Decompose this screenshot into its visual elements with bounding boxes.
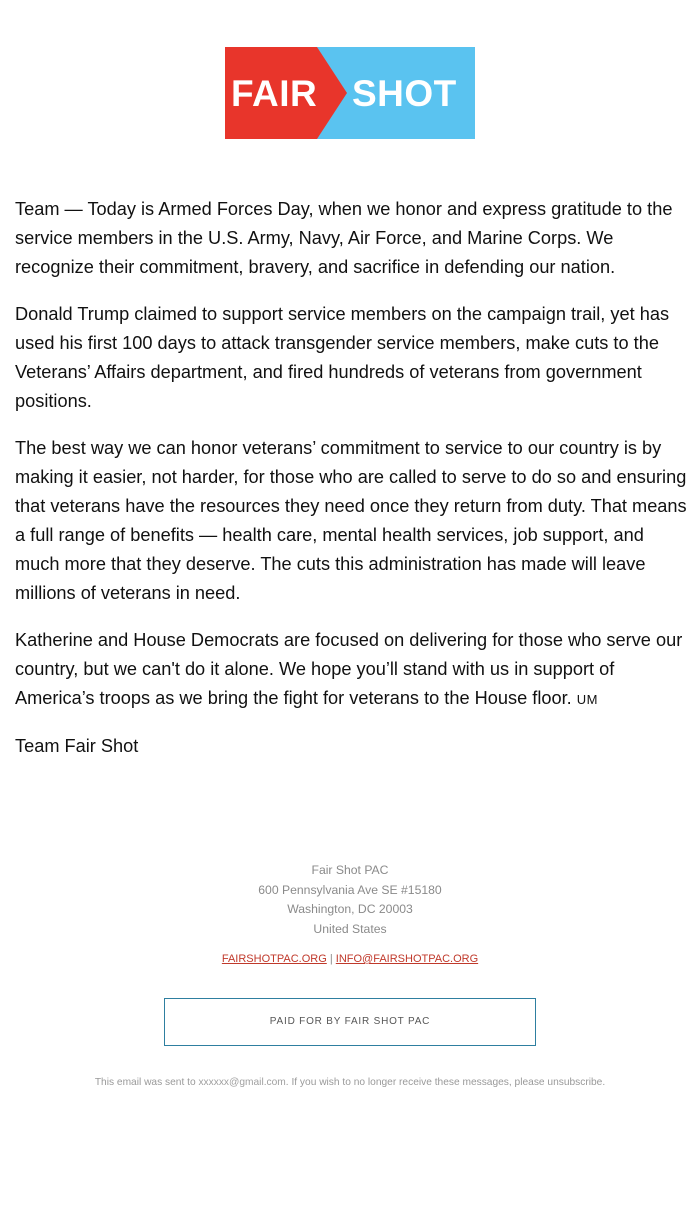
message-paragraph-4	[15, 626, 687, 714]
logo-shot-word: SHOT	[352, 73, 457, 114]
unsubscribe-suffix[interactable]: . If you wish to no longer receive these messages, please unsubscribe.	[285, 1077, 606, 1088]
website-link[interactable]: FAIRSHOTPAC.ORG	[221, 953, 327, 965]
address-country: United States	[313, 921, 387, 936]
unsubscribe-line	[0, 1075, 700, 1090]
ps-tag: UM	[576, 692, 598, 707]
email-link[interactable]: INFO@FAIRSHOTPAC.ORG	[335, 953, 479, 965]
footer-links	[0, 950, 700, 968]
message-paragraph-4-text: Katherine and House Democrats are focused on delivering for those who serve our country, but we can't do it alone. We hope you’ll stand with us in support of America’s troops as we bring the fight for veterans to the House floor.	[15, 630, 683, 708]
org-name: Fair Shot PAC	[311, 863, 389, 877]
message-body	[15, 195, 687, 779]
recipient-email: xxxxxx@gmail.com	[198, 1077, 286, 1088]
signature: Team Fair Shot	[15, 736, 139, 756]
address-line-2: Washington, DC 20003	[287, 902, 413, 916]
address-line-1: 600 Pennsylvania Ave SE #15180	[258, 882, 442, 897]
link-separator: |	[329, 953, 333, 965]
fair-shot-logo-graphic	[225, 47, 475, 139]
message-paragraph-2: Donald Trump claimed to support service members on the campaign trail, yet has used his first 100 days to attack transgender service members, make cuts to the Veterans’ Affairs department, and fired hundreds of veterans from government positions.	[15, 304, 670, 411]
fair-shot-logo	[225, 47, 475, 139]
logo-fair-word: FAIR	[231, 73, 318, 114]
footer-address	[0, 861, 700, 939]
unsubscribe-prefix: This email was sent to	[94, 1077, 199, 1088]
paid-for-disclaimer: PAID FOR BY FAIR SHOT PAC	[164, 998, 536, 1046]
message-paragraph-1: Team — Today is Armed Forces Day, when we honor and express gratitude to the service members in the U.S. Army, Navy, Air Force, and Marine Corps. We recognize their commitment, bravery, and sacrifice in defending our nation.	[15, 199, 673, 277]
message-paragraph-3: The best way we can honor veterans’ commitment to service to our country is by making it easier, not harder, for those who are called to serve to do so and ensuring that veterans have the resources they need once they return from duty. That means a full range of benefits — health care, mental health services, job support, and much more that they deserve. The cuts this administration has made will leave millions of veterans in need.	[15, 438, 687, 603]
